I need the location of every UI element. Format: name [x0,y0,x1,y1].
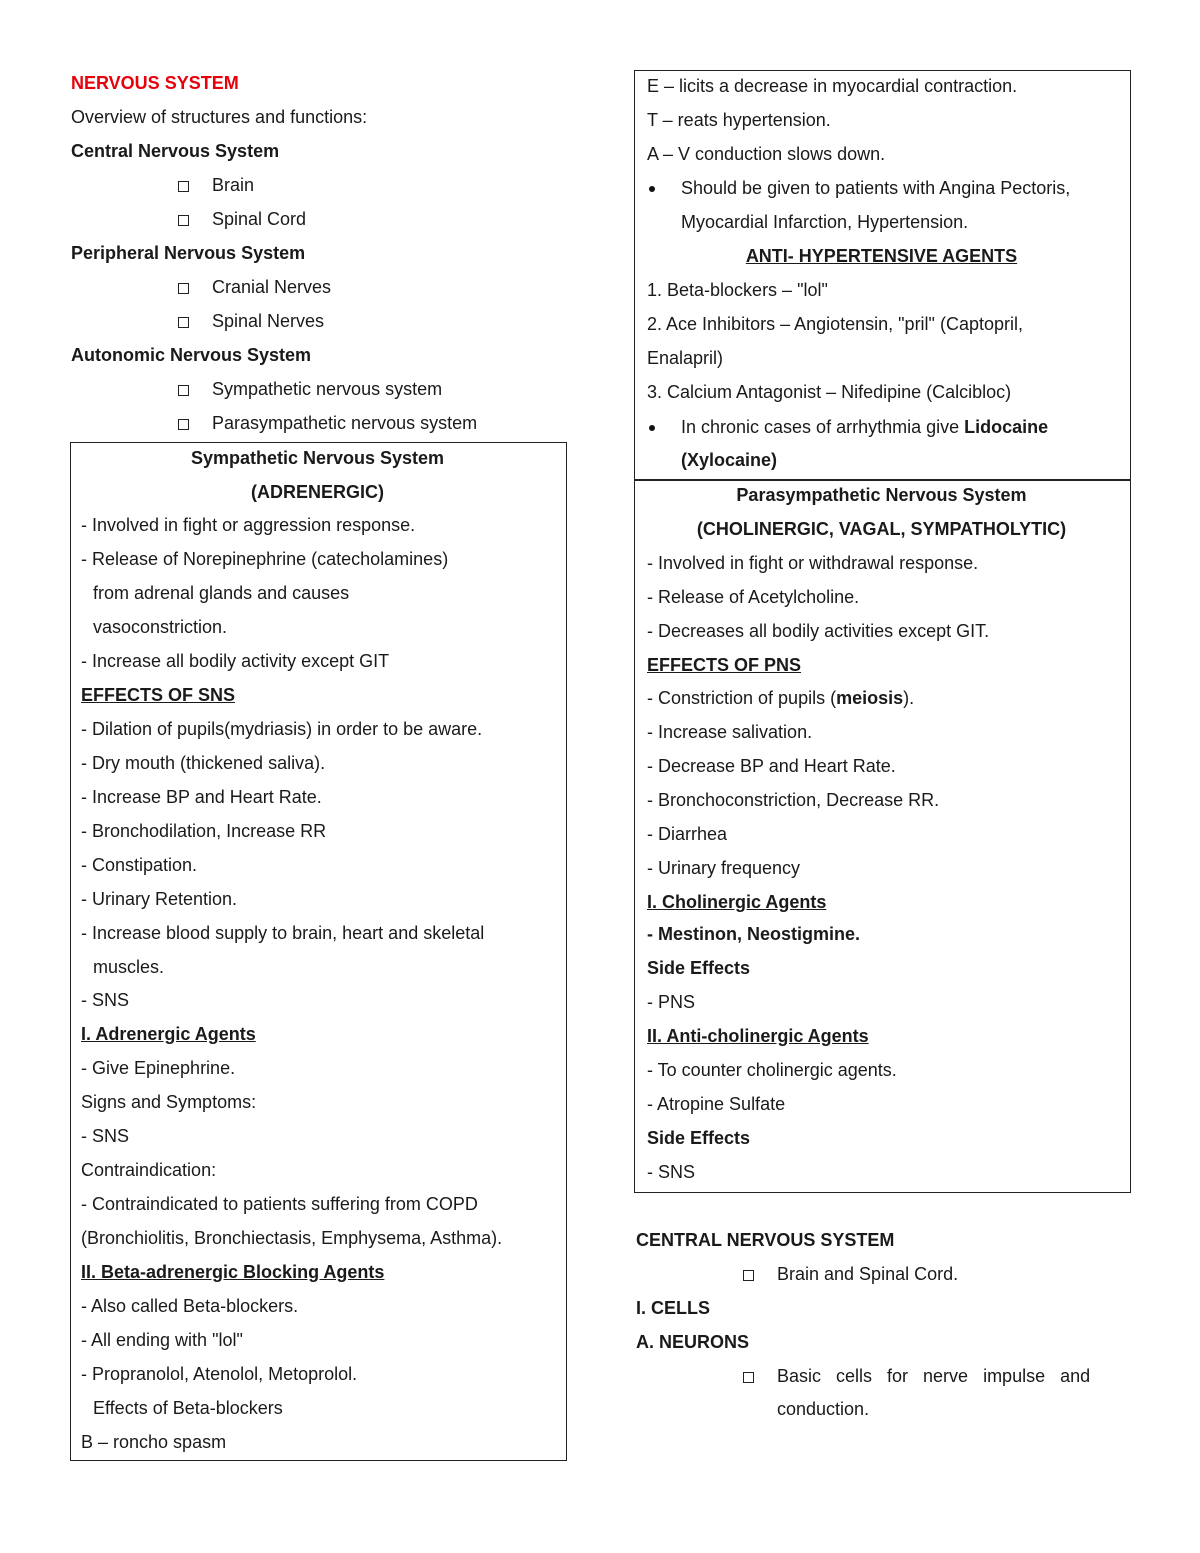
sns-effect: - Increase blood supply to brain, heart and skeletal [81,923,485,943]
adrenergic-line: Signs and Symptoms: [81,1092,257,1112]
pns-heading: Peripheral Nervous System [71,243,306,263]
adrenergic-line: (Bronchiolitis, Bronchiectasis, Emphysema, Asthma). [81,1228,503,1248]
page-title: NERVOUS SYSTEM [71,73,239,93]
list-item: Spinal Cord [178,208,306,230]
adrenergic-line: Contraindication: [81,1160,217,1180]
sns-effect: - Increase BP and Heart Rate. [81,787,322,807]
anti-hypertensive-heading: ANTI- HYPERTENSIVE AGENTS [745,246,1018,266]
anticholinergic-agents-heading: II. Anti-cholinergic Agents [647,1026,869,1046]
beta-continuation-box [634,70,1131,481]
list-item: Basic cells for nerve impulse and [743,1365,1090,1387]
sns-box-subtitle: (ADRENERGIC) [251,482,384,502]
anticholinergic-line: - Atropine Sulfate [647,1094,786,1114]
pns-box-subtitle: (CHOLINERGIC, VAGAL, SYMPATHOLYTIC) [696,519,1067,539]
neurons-heading: A. NEURONS [636,1332,750,1352]
beta-effect-line: T – reats hypertension. [647,110,831,130]
ans-heading: Autonomic Nervous System [71,345,312,365]
checkbox-bullet-icon [178,419,189,430]
sns-line: from adrenal glands and causes [93,583,350,603]
anti-line: 1. Beta-blockers – "lol" [647,280,828,300]
side-effect-value: - PNS [647,992,696,1012]
beta-line: B – roncho spasm [81,1432,227,1452]
adrenergic-line: - Contraindicated to patients suffering from COPD [81,1194,478,1214]
anti-line: 3. Calcium Antagonist – Nifedipine (Calcibloc) [647,382,1012,402]
sns-effect: muscles. [93,957,165,977]
bullet-item: Should be given to patients with Angina Pectoris, [649,177,1070,199]
checkbox-bullet-icon [178,215,189,226]
adrenergic-line: - Give Epinephrine. [81,1058,236,1078]
sns-line: - Involved in fight or aggression response. [81,515,416,535]
pns-effects-heading: EFFECTS OF PNS [647,655,802,675]
pns-line: - Involved in fight or withdrawal response. [647,553,979,573]
pns-box-title: Parasympathetic Nervous System [736,485,1027,505]
sns-box-title: Sympathetic Nervous System [190,448,445,468]
list-item: Brain [178,174,254,196]
bullet-continuation: (Xylocaine) [681,450,778,470]
pns-line: - Release of Acetylcholine. [647,587,860,607]
sns-line: - Release of Norepinephrine (catecholamines) [81,549,449,569]
side-effect-value: - SNS [647,1162,696,1182]
checkbox-bullet-icon [178,181,189,192]
checkbox-bullet-icon [178,317,189,328]
list-item: Parasympathetic nervous system [178,412,477,434]
bullet-icon [649,425,655,431]
pns-effect: - Urinary frequency [647,858,801,878]
beta-effect-line: E – licits a decrease in myocardial contraction. [647,76,1018,96]
cns-heading: Central Nervous System [71,141,280,161]
sns-effect: - Bronchodilation, Increase RR [81,821,327,841]
anticholinergic-line: - To counter cholinergic agents. [647,1060,897,1080]
cells-heading: I. CELLS [636,1298,711,1318]
pns-line: - Decreases all bodily activities except GIT. [647,621,990,641]
cholinergic-agents-heading: I. Cholinergic Agents [647,892,827,912]
cns-section-heading: CENTRAL NERVOUS SYSTEM [636,1230,895,1250]
sns-line: vasoconstriction. [93,617,228,637]
beta-line: - Also called Beta-blockers. [81,1296,299,1316]
checkbox-bullet-icon [178,283,189,294]
pns-effect: - Decrease BP and Heart Rate. [647,756,896,776]
adrenergic-line: - SNS [81,1126,130,1146]
list-item: Cranial Nerves [178,276,331,298]
list-item: Sympathetic nervous system [178,378,442,400]
sns-effect: - Urinary Retention. [81,889,238,909]
pns-effect: - Constriction of pupils (meiosis). [647,688,915,708]
list-item: Brain and Spinal Cord. [743,1263,958,1285]
list-item-continuation: conduction. [777,1399,870,1419]
beta-line: - All ending with "lol" [81,1330,243,1350]
sns-effect: - Dilation of pupils(mydriasis) in order to be aware. [81,719,483,739]
sns-effect: - Constipation. [81,855,198,875]
bullet-continuation: Myocardial Infarction, Hypertension. [681,212,969,232]
checkbox-bullet-icon [743,1270,754,1281]
pns-effect: - Diarrhea [647,824,728,844]
sns-effect: - SNS [81,990,130,1010]
cholinergic-drugs: - Mestinon, Neostigmine. [647,924,861,944]
beta-line: - Propranolol, Atenolol, Metoprolol. [81,1364,358,1384]
bullet-item: In chronic cases of arrhythmia give Lidocaine [649,416,1048,438]
checkbox-bullet-icon [178,385,189,396]
adrenergic-agents-heading: I. Adrenergic Agents [81,1024,256,1044]
sns-line: - Increase all bodily activity except GIT [81,651,390,671]
anti-line: Enalapril) [647,348,724,368]
pns-effect: - Bronchoconstriction, Decrease RR. [647,790,940,810]
beta-blockers-heading: II. Beta-adrenergic Blocking Agents [81,1262,385,1282]
sns-box [70,442,567,1461]
beta-effect-line: A – V conduction slows down. [647,144,886,164]
checkbox-bullet-icon [743,1372,754,1383]
beta-line: Effects of Beta-blockers [93,1398,283,1418]
side-effects-label: Side Effects [647,1128,751,1148]
pns-effect: - Increase salivation. [647,722,813,742]
anti-line: 2. Ace Inhibitors – Angiotensin, "pril" (Captopril, [647,314,1023,334]
list-item: Spinal Nerves [178,310,324,332]
side-effects-label: Side Effects [647,958,751,978]
pns-box [634,479,1131,1193]
bullet-icon [649,186,655,192]
sns-effect: - Dry mouth (thickened saliva). [81,753,326,773]
overview-text: Overview of structures and functions: [71,107,368,127]
sns-effects-heading: EFFECTS OF SNS [81,685,236,705]
